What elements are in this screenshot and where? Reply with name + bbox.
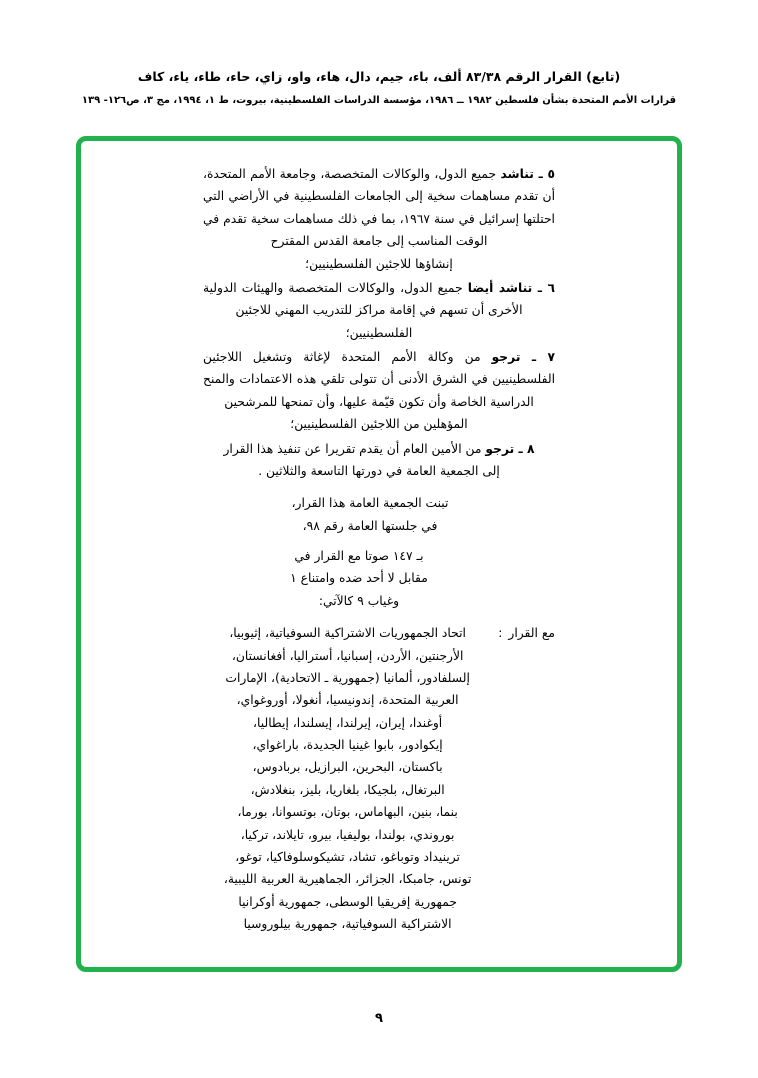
countries-line-14: الاشتراكية السوفياتية، جمهورية بيلوروسيا bbox=[243, 917, 452, 931]
vote-line-2: مقابل لا أحد ضده وامتناع ١ bbox=[290, 571, 428, 586]
countries-in-favour bbox=[203, 622, 555, 935]
header-source-line: قرارات الأمم المتحدة بشأن فلسطين ١٩٨٢ ــ ١٩٨٦، مؤسسة الدراسات الفلسطينية، بيروت، ط ١، ١٩٩٤، مج ٣، ص١٢٦- ١٣٩ bbox=[81, 94, 677, 106]
paragraph-7-line-1: ٧ ـ ترجو من وكالة الأمم المتحدة لإغاثة وتشغيل اللاجئين bbox=[203, 350, 555, 364]
paragraph-5-line-3: الأراضي التي احتلتها إسرائيل في سنة ١٩٦٧، بما في ذلك bbox=[203, 189, 555, 226]
countries-line-3: إلسلفادور، ألمانيا (جمهورية ـ الاتحادية)، الإمارات bbox=[225, 670, 470, 685]
page-header bbox=[0, 68, 758, 109]
countries-line-7: باكستان، البحرين، البرازيل، بربادوس، bbox=[252, 760, 443, 775]
countries-line-12: تونس، جامبكا، الجزائر، الجماهيرية العربية الليبية، bbox=[223, 872, 472, 887]
countries-line-8: البرتغال، بلجيكا، بلغاريا، بليز، بنغلادش، bbox=[250, 782, 445, 797]
countries-line-1: اتحاد الجمهوريات الاشتراكية السوفياتية، إثيوبيا، bbox=[229, 626, 466, 641]
paragraph-7 bbox=[203, 346, 555, 436]
adoption-line-1: تبنت الجمعية العامة هذا القرار، bbox=[291, 496, 449, 511]
countries-line-13: جمهورية إفريقيا الوسطى، جمهورية أوكرانيا bbox=[238, 894, 457, 909]
page-number: ٩ bbox=[375, 1011, 383, 1026]
countries-line-5: أوغندا، إيران، إيرلندا، إيسلندا، إيطاليا، bbox=[253, 715, 443, 730]
header-title: (تابع) القرار الرقم ٨٣/٣٨ ألف، باء، جيم، دال، هاء، واو، زاي، حاء، طاء، ياء، كاف bbox=[137, 69, 621, 84]
countries-line-9: بنما، بنين، البهاماس، بوتان، بوتسوانا، بورما، bbox=[237, 805, 458, 820]
document-body bbox=[103, 163, 655, 953]
paragraph-6-line-3: الفلسطينيين؛ bbox=[345, 325, 413, 340]
paragraph-6-line-1: ٦ ـ تناشد أيضا جميع الدول، والوكالات المتخصصة والهيئات bbox=[241, 280, 555, 295]
paragraph-5-line-2: المتحدة، أن تقدم مساهمات سخية إلى الجامعات الفلسطينية في bbox=[203, 167, 555, 204]
paragraph-7-line-4: المؤهلين من اللاجئين الفلسطينيين؛ bbox=[290, 417, 468, 432]
paragraph-8 bbox=[203, 438, 555, 483]
paragraph-7-line-2: الفلسطينيين في الشرق الأدنى أن تتولى تلقي هذه الاعتمادات والمنح bbox=[203, 372, 555, 387]
paragraph-5 bbox=[203, 163, 555, 275]
paragraph-5-line-5: إنشاؤها للاجئين الفلسطينيين؛ bbox=[305, 256, 453, 271]
paragraph-6 bbox=[203, 277, 555, 344]
green-border-frame bbox=[76, 136, 682, 972]
paragraph-5-line-1: ٥ ـ تناشد جميع الدول، والوكالات المتخصصة، وجامعة الأمم bbox=[250, 167, 555, 181]
paragraph-8-line-1: ٨ ـ ترجو من الأمين العام أن يقدم تقريرا عن تنفيذ هذا القرار bbox=[223, 441, 535, 456]
paragraph-8-line-2: إلى الجمعية العامة في دورتها التاسعة والثلاثين . bbox=[258, 463, 500, 478]
countries-list bbox=[203, 622, 492, 935]
in-favour-label: مع القرار bbox=[508, 626, 555, 641]
adoption-note bbox=[203, 492, 555, 537]
adoption-line-2: في جلستها العامة رقم ٩٨، bbox=[302, 518, 438, 533]
paragraph-5-line-4: مساهمات سخية تقدم في الوقت المناسب إلى جامعة القدس المقترح bbox=[203, 211, 488, 249]
countries-line-6: إيكوادور، بابوا غينيا الجديدة، باراغواي، bbox=[252, 738, 443, 752]
countries-line-2: الأرجنتين، الأردن، إسبانيا، أستراليا، أفغانستان، bbox=[231, 648, 464, 663]
countries-line-4: العربية المتحدة، إندونيسيا، أنغولا، أوروغواي، bbox=[236, 693, 459, 708]
paragraph-6-line-2: الدولية الأخرى أن تسهم في إقامة مراكز للتدريب المهني للاجئين bbox=[203, 280, 523, 318]
vote-line-1: بـ ١٤٧ صوتا مع القرار في bbox=[294, 549, 424, 563]
vote-tally bbox=[203, 545, 555, 612]
paragraph-7-line-3: الدراسية الخاصة وأن تكون قيّمة عليها، وأن تمنحها للمرشحين bbox=[224, 394, 534, 409]
countries-line-11: ترينيداد وتوباغو، تشاد، تشيكوسلوفاكيا، توغو، bbox=[235, 849, 460, 864]
countries-line-10: بوروندي، بولندا، بوليفيا، بيرو، تايلاند، تركيا، bbox=[240, 827, 455, 842]
in-favour-colon: : bbox=[498, 626, 503, 641]
vote-line-3: وغياب ٩ كالآتي: bbox=[318, 593, 400, 608]
